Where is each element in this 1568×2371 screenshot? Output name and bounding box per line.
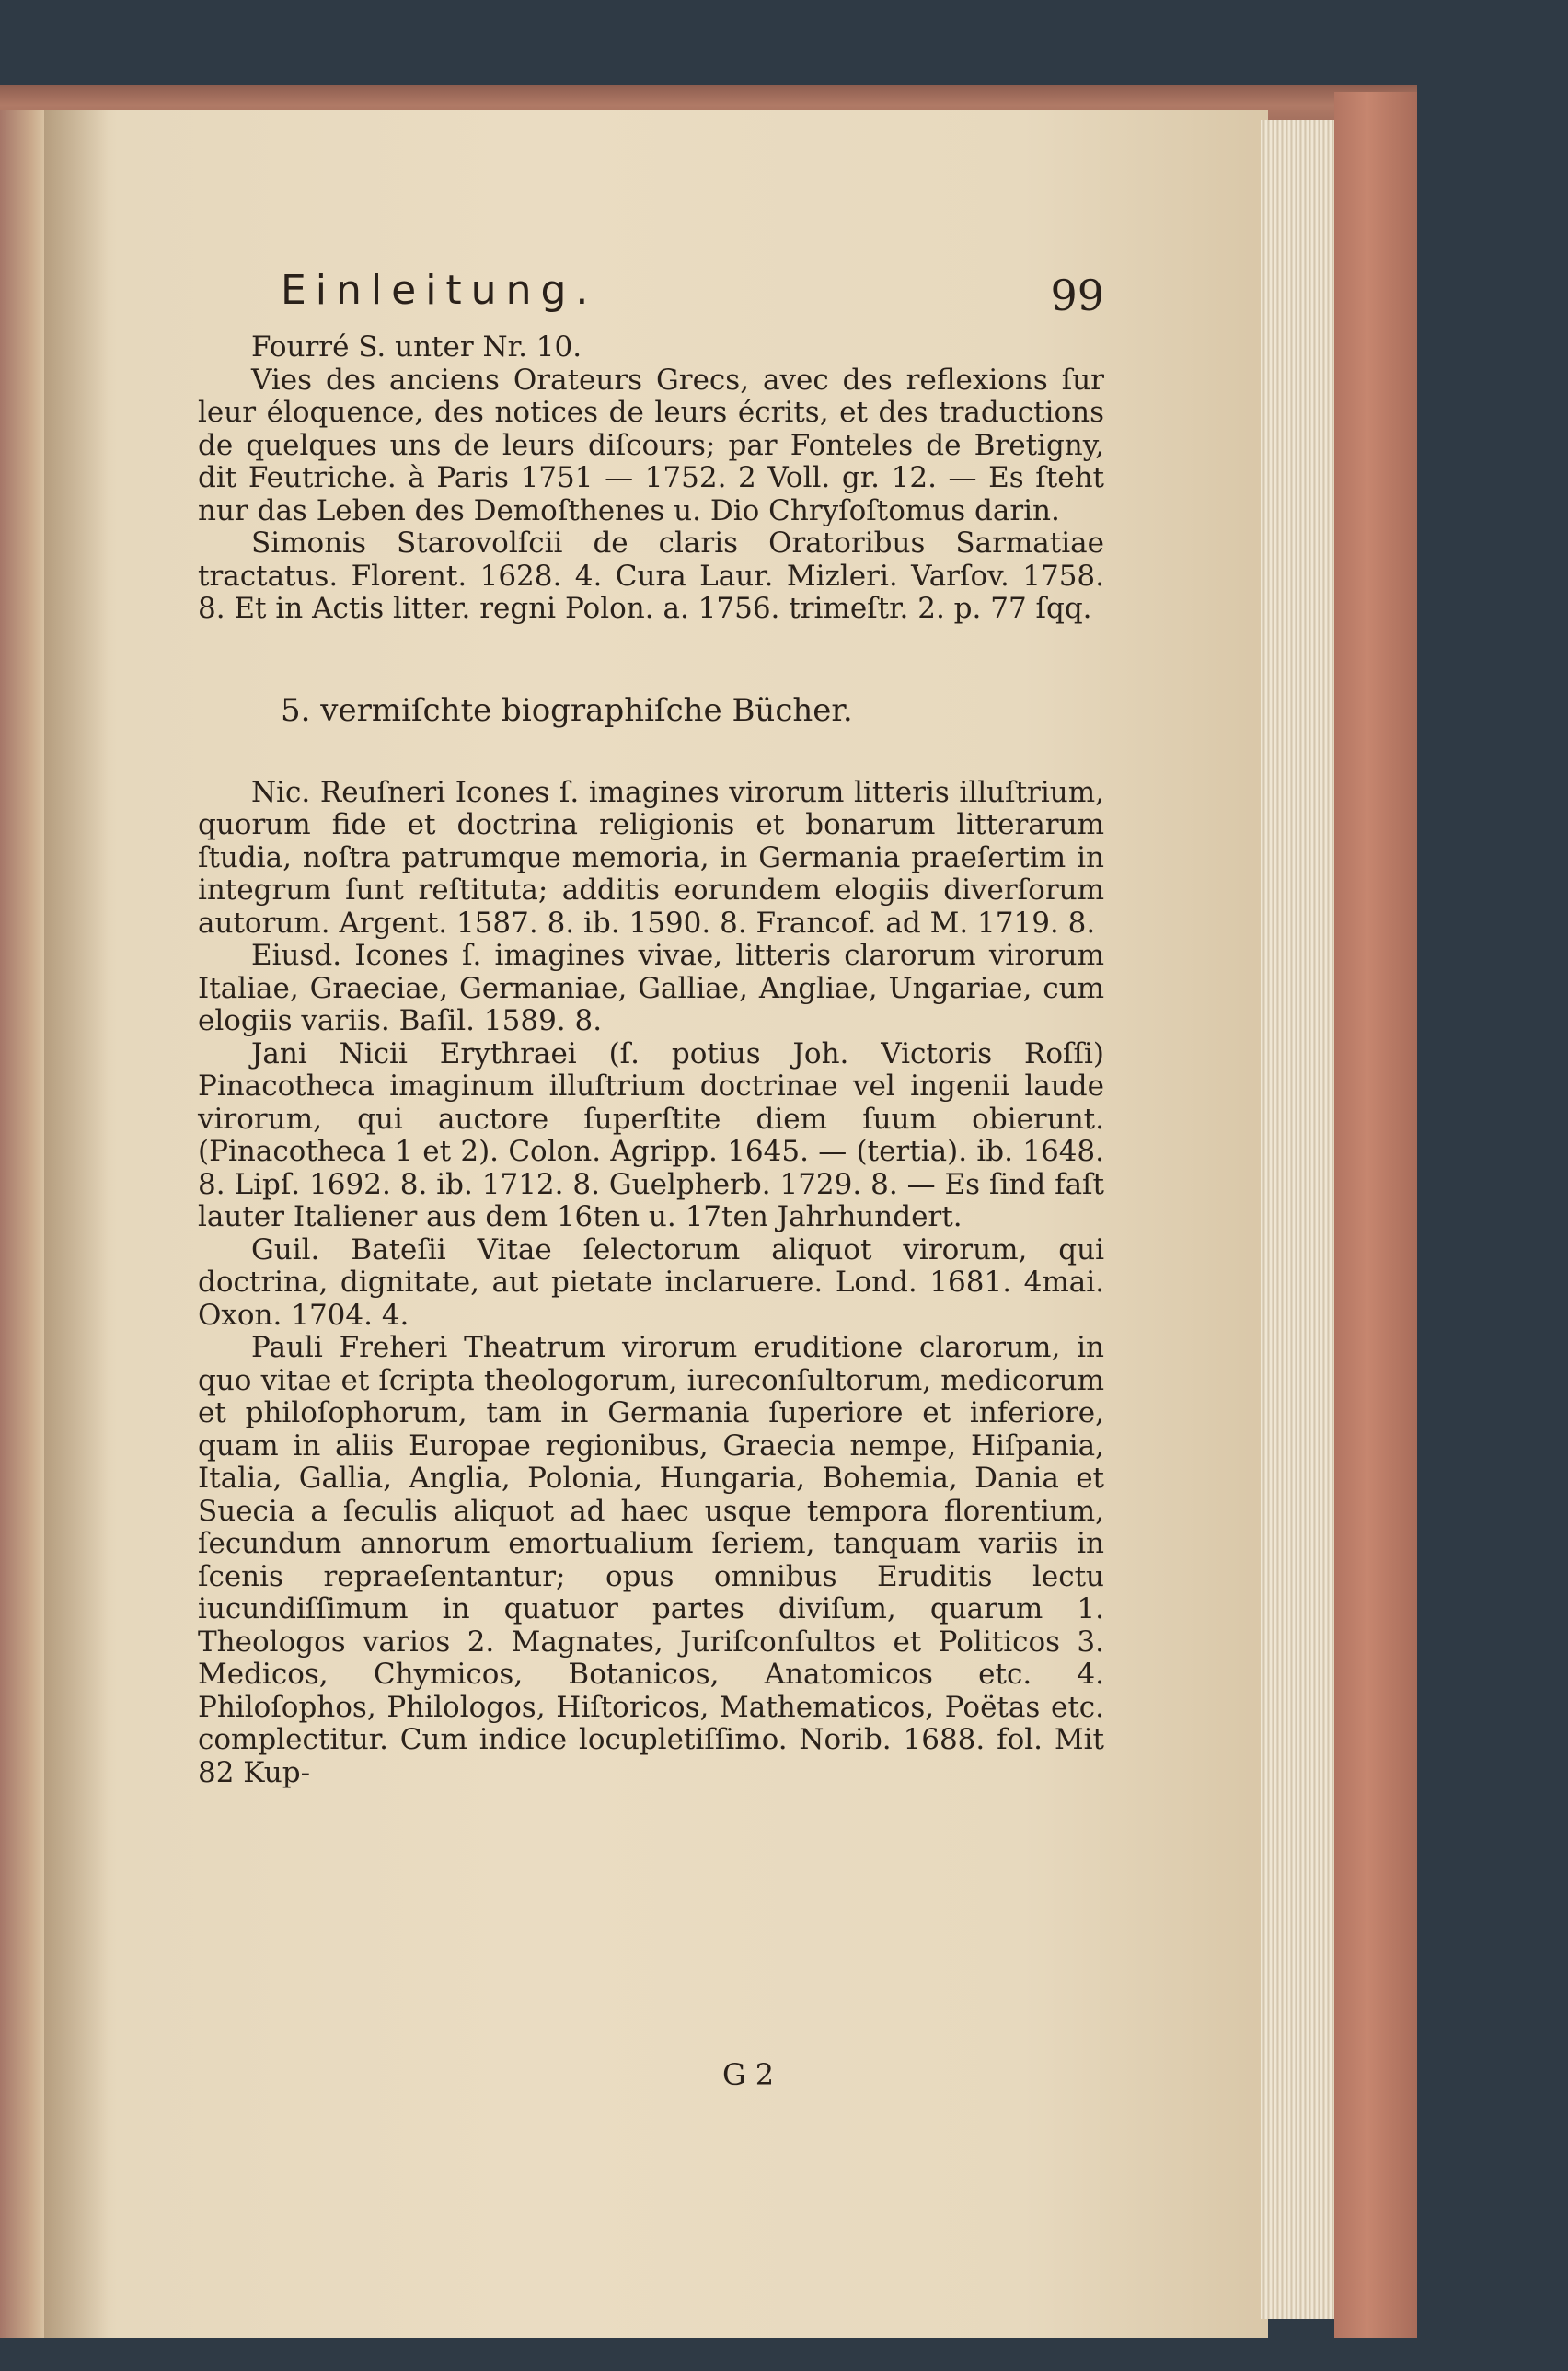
entry-paragraph: Nic. Reuſneri Icones ſ. imagines virorum litteris illuſtrium, quorum fide et doctrina religionis et bonarum litterarum ſtudia, noſtra patrumque memoria, in Germania praeſertim in integrum ſunt reſtituta; additis eorundem elogiis diverſorum autorum. Argent. 1587. 8. ib. 1590. 8. Francof. ad M. 1719. 8. — [198, 775, 1104, 940]
left-page-edge — [0, 110, 44, 2338]
page-number: 99 — [1050, 271, 1104, 320]
cover-edge — [1334, 92, 1417, 2338]
page-stack-edge — [1261, 120, 1334, 2319]
section-heading: 5. vermiſchte biographiſche Bücher. — [281, 691, 853, 729]
signature-mark: G 2 — [722, 2057, 775, 2092]
entry-paragraph: Simonis Starovolſcii de claris Oratoribus Sarmatiae tractatus. Florent. 1628. 4. Cura Laur. Mizleri. Varſov. 1758. 8. Et in Actis litter. regni Polon. a. 1756. trimeſtr. 2. p. 77 ſqq. — [198, 526, 1104, 625]
running-title: Einleitung. — [281, 267, 598, 314]
entry-paragraph: Fourré S. unter Nr. 10. — [251, 330, 582, 364]
gutter-shadow — [44, 110, 109, 2338]
entry-paragraph: Eiusd. Icones ſ. imagines vivae, litteris clarorum virorum Italiae, Graeciae, Germaniae, Galliae, Angliae, Ungariae, cum elogiis variis. Baſil. 1589. 8. — [198, 939, 1104, 1037]
entry-paragraph: Pauli Freheri Theatrum virorum eruditione clarorum, in quo vitae et ſcripta theologorum, iureconſultorum, medicorum et philoſophorum, tam in Germania ſuperiore et inferiore, quam in aliis Europae regionibus, Graecia nempe, Hiſpania, Italia, Gallia, Anglia, Polonia, Hungaria, Bohemia, Dania et Suecia a ſeculis aliquot ad haec usque tempora florentium, ſecundum annorum emortualium ſeriem, tanquam variis in ſcenis repraeſentantur; opus omnibus Eruditis lectu iucundiſſimum in quatuor partes diviſum, quarum 1. Theologos varios 2. Magnates, Juriſconſultos et Politicos 3. Medicos, Chymicos, Botanicos, Anatomicos etc. 4. Philoſophos, Philologos, Hiſtoricos, Mathematicos, Poëtas etc. complectitur. Cum indice locupletiſſimo. Norib. 1688. fol. Mit 82 Kup- — [198, 1331, 1104, 1789]
text-block — [198, 331, 1104, 1789]
entry-paragraph: Jani Nicii Erythraei (ſ. potius Joh. Victoris Roſſi) Pinacotheca imaginum illuſtrium doctrinae vel ingenii laude virorum, qui auctore ſuperſtite diem ſuum obierunt. (Pinacotheca 1 et 2). Colon. Agripp. 1645. — (tertia). ib. 1648. 8. Lipſ. 1692. 8. ib. 1712. 8. Guelpherb. 1729. 8. — Es ſind faſt lauter Italiener aus dem 16ten u. 17ten Jahrhundert. — [198, 1036, 1104, 1233]
entry-paragraph: Vies des anciens Orateurs Grecs, avec des reflexions ſur leur éloquence, des notices de leurs écrits, et des traductions de quelques uns de leurs diſcours; par Fonteles de Bretigny, dit Feutriche. à Paris 1751 — 1752. 2 Voll. gr. 12. — Es ſteht nur das Leben des Demoſthenes u. Dio Chryſoſtomus darin. — [198, 363, 1104, 527]
entry-paragraph: Guil. Bateſii Vitae ſelectorum aliquot virorum, qui doctrina, dignitate, aut pietate inclaruere. Lond. 1681. 4mai. Oxon. 1704. 4. — [198, 1232, 1104, 1332]
running-head — [198, 267, 1104, 322]
